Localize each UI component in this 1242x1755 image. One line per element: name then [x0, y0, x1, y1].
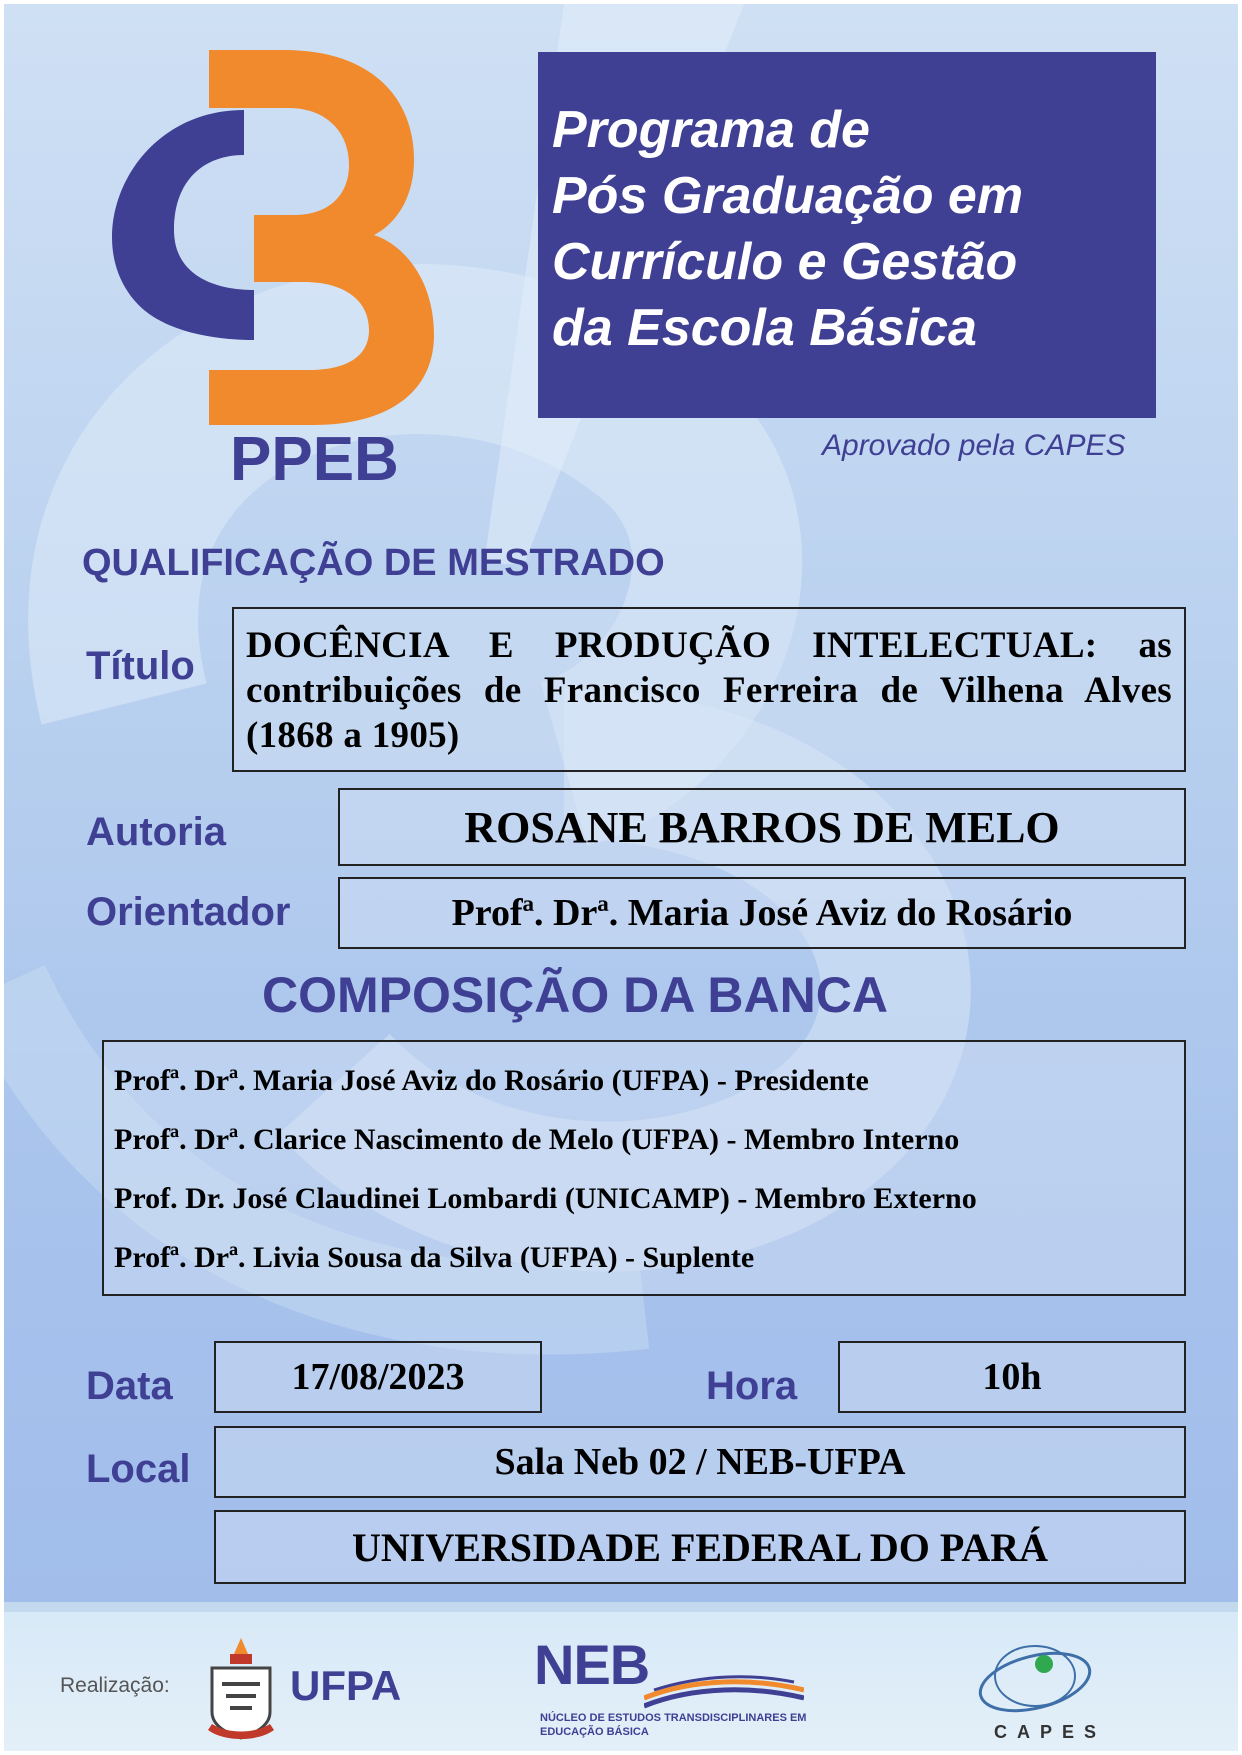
date-box: 17/08/2023 — [214, 1341, 542, 1413]
program-title-line-4: da Escola Básica — [552, 299, 977, 357]
time-label: Hora — [706, 1364, 798, 1408]
institution-box: UNIVERSIDADE FEDERAL DO PARÁ — [214, 1510, 1186, 1584]
approval-note: Aprovado pela CAPES — [822, 429, 1126, 462]
neb-subtitle-line-2: EDUCAÇÃO BÁSICA — [540, 1726, 649, 1738]
program-title-line-3: Currículo e Gestão — [552, 233, 1018, 291]
place-box: Sala Neb 02 / NEB-UFPA — [214, 1426, 1186, 1498]
time-box: 10h — [838, 1341, 1186, 1413]
program-title-line-2: Pós Graduação em — [552, 167, 1024, 225]
board-members-box — [102, 1040, 1186, 1296]
author-label: Autoria — [86, 810, 226, 854]
capes-logo-icon — [970, 1624, 1100, 1720]
realization-label: Realização: — [60, 1674, 170, 1697]
advisor-box: Profª. Drª. Maria José Aviz do Rosário — [338, 877, 1186, 949]
neb-swoosh-icon — [644, 1668, 804, 1712]
ufpa-crest-icon — [204, 1634, 278, 1746]
board-member: Profª. Drª. Maria José Aviz do Rosário (UFPA) - Presidente — [114, 1064, 869, 1097]
ppeb-logo-icon — [84, 50, 484, 430]
program-title-line-1: Programa de — [552, 101, 870, 159]
ppeb-acronym: PPEB — [230, 425, 399, 494]
title-label: Título — [86, 644, 195, 688]
footer — [4, 1602, 1238, 1751]
neb-logo-text: NEB — [534, 1633, 650, 1696]
thesis-title-box: DOCÊNCIA E PRODUÇÃO INTELECTUAL: as contribuições de Francisco Ferreira de Vilhena Alves (1868 a 1905) — [232, 607, 1186, 772]
board-heading: COMPOSIÇÃO DA BANCA — [262, 967, 888, 1023]
board-member: Profª. Drª. Livia Sousa da Silva (UFPA) - Suplente — [114, 1241, 755, 1274]
place-label: Local — [86, 1447, 191, 1491]
advisor-label: Orientador — [86, 890, 291, 934]
board-member: Prof. Dr. José Claudinei Lombardi (UNICAMP) - Membro Externo — [114, 1182, 977, 1215]
event-type-heading: QUALIFICAÇÃO DE MESTRADO — [82, 542, 665, 584]
date-label: Data — [86, 1364, 173, 1408]
capes-logo-text: CAPES — [994, 1722, 1107, 1742]
poster — [4, 4, 1238, 1751]
author-box: ROSANE BARROS DE MELO — [338, 788, 1186, 866]
ufpa-logo-text: UFPA — [290, 1662, 402, 1709]
neb-subtitle-line-1: NÚCLEO DE ESTUDOS TRANSDISCIPLINARES EM — [540, 1712, 807, 1724]
board-member: Profª. Drª. Clarice Nascimento de Melo (UFPA) - Membro Interno — [114, 1123, 960, 1156]
